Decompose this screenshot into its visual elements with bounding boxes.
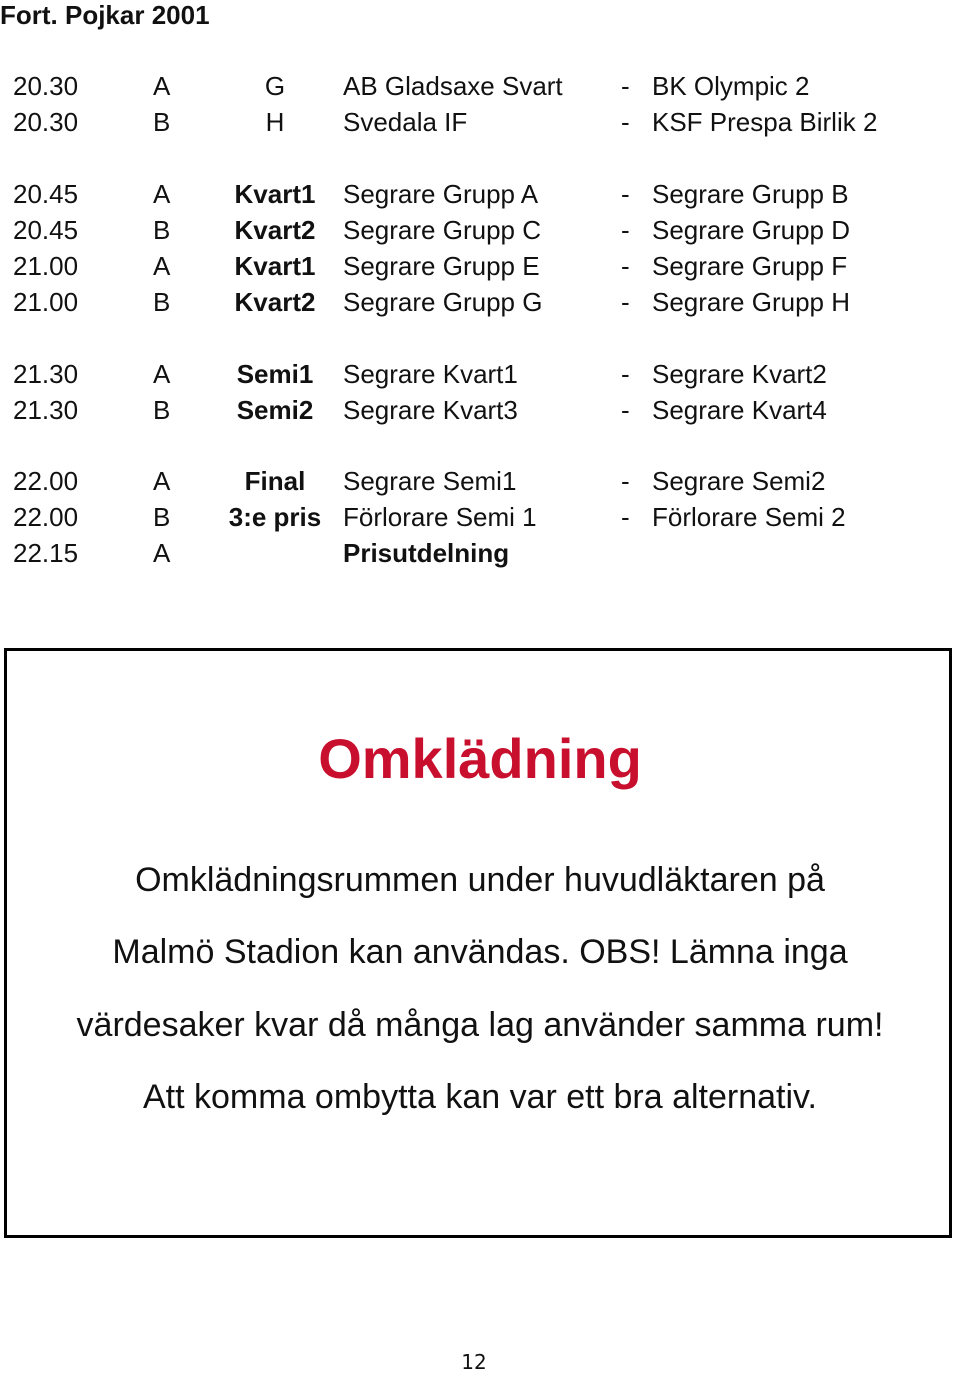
home-team: Segrare Semi1 [343, 466, 517, 496]
away-team: Förlorare Semi 2 [652, 502, 846, 532]
match-separator: - [621, 179, 630, 209]
match-code: 3:e pris [228, 502, 322, 532]
away-team: Segrare Grupp B [652, 179, 849, 209]
schedule-row [0, 356, 960, 392]
match-code: Semi1 [236, 359, 314, 389]
match-code: Kvart1 [234, 251, 316, 281]
match-code: H [265, 107, 285, 137]
schedule-row [0, 535, 960, 571]
match-field: A [153, 359, 171, 389]
notice-line: Att komma ombytta kan var ett bra alternativ. [143, 1078, 817, 1116]
match-time: 21.00 [13, 287, 79, 317]
match-code: G [264, 71, 286, 101]
match-field: B [153, 107, 171, 137]
schedule-row [0, 392, 960, 428]
match-code: Kvart1 [234, 179, 316, 209]
notice-line: värdesaker kvar då många lag använder samma rum! [76, 1006, 884, 1044]
match-field: B [153, 395, 171, 425]
match-time: 21.30 [13, 395, 79, 425]
match-time: 20.45 [13, 215, 79, 245]
match-separator: - [621, 395, 630, 425]
match-code: Kvart2 [234, 215, 316, 245]
away-team: Segrare Grupp F [652, 251, 848, 281]
match-field: A [153, 466, 171, 496]
notice-line: Omklädningsrummen under huvudläktaren på [135, 861, 825, 899]
match-separator: - [621, 215, 630, 245]
schedule-row [0, 68, 960, 104]
away-team: BK Olympic 2 [652, 71, 810, 101]
match-separator: - [621, 107, 630, 137]
home-team: Förlorare Semi 1 [343, 502, 537, 532]
prize-ceremony: Prisutdelning [343, 538, 510, 568]
match-field: A [153, 251, 171, 281]
home-team: Segrare Grupp A [343, 179, 539, 209]
home-team: Segrare Grupp G [343, 287, 543, 317]
away-team: Segrare Kvart4 [652, 395, 827, 425]
match-time: 20.30 [13, 71, 79, 101]
match-time: 21.30 [13, 359, 79, 389]
match-time: 22.15 [13, 538, 79, 568]
away-team: KSF Prespa Birlik 2 [652, 107, 878, 137]
match-field: A [153, 538, 171, 568]
schedule-row [0, 463, 960, 499]
match-field: B [153, 215, 171, 245]
match-code: Semi2 [236, 395, 314, 425]
notice-line: Malmö Stadion kan användas. OBS! Lämna inga [112, 933, 848, 971]
away-team: Segrare Grupp H [652, 287, 850, 317]
match-separator: - [621, 287, 630, 317]
away-team: Segrare Grupp D [652, 215, 850, 245]
match-code: Final [244, 466, 306, 496]
schedule-row [0, 499, 960, 535]
match-field: B [153, 502, 171, 532]
match-field: B [153, 287, 171, 317]
schedule-row [0, 284, 960, 320]
match-time: 22.00 [13, 466, 79, 496]
match-code: Kvart2 [234, 287, 316, 317]
schedule-row [0, 212, 960, 248]
away-team: Segrare Kvart2 [652, 359, 827, 389]
home-team: AB Gladsaxe Svart [343, 71, 563, 101]
home-team: Segrare Kvart3 [343, 395, 518, 425]
notice-title: Omklädning [318, 727, 642, 790]
match-separator: - [621, 251, 630, 281]
page-number: 12 [461, 1350, 487, 1374]
schedule-row [0, 104, 960, 140]
match-separator: - [621, 71, 630, 101]
home-team: Segrare Grupp E [343, 251, 540, 281]
schedule-row [0, 248, 960, 284]
match-time: 22.00 [13, 502, 79, 532]
home-team: Segrare Kvart1 [343, 359, 518, 389]
match-time: 21.00 [13, 251, 79, 281]
match-time: 20.30 [13, 107, 79, 137]
match-separator: - [621, 359, 630, 389]
home-team: Svedala IF [343, 107, 468, 137]
schedule-row [0, 176, 960, 212]
match-field: A [153, 179, 171, 209]
match-separator: - [621, 502, 630, 532]
match-separator: - [621, 466, 630, 496]
match-time: 20.45 [13, 179, 79, 209]
match-field: A [153, 71, 171, 101]
home-team: Segrare Grupp C [343, 215, 541, 245]
section-heading: Fort. Pojkar 2001 [0, 0, 210, 30]
away-team: Segrare Semi2 [652, 466, 826, 496]
